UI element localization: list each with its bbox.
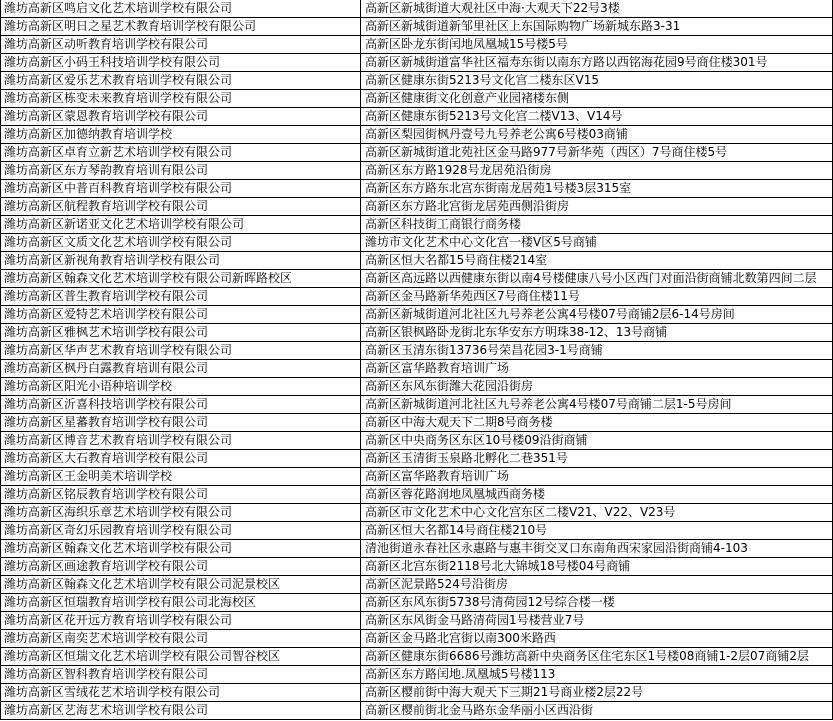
school-address-cell[interactable]: 高新区健康东街5213号文化宫二楼V13、V14号 bbox=[361, 108, 833, 126]
school-name-cell[interactable]: 潍坊高新区沂喜科技培训学校有限公司 bbox=[1, 396, 361, 414]
school-name-cell[interactable]: 潍坊高新区蒙恩教育培训学校有限公司 bbox=[1, 108, 361, 126]
school-address-cell[interactable]: 高新区恒大名都14号商住楼210号 bbox=[361, 522, 833, 540]
school-name-cell[interactable]: 潍坊高新区中普百科教育培训学校有限公司 bbox=[1, 180, 361, 198]
school-name-cell[interactable]: 潍坊高新区阳光小语种培训学校 bbox=[1, 378, 361, 396]
school-name-cell[interactable]: 潍坊高新区海织乐章艺术培训学校有限公司 bbox=[1, 504, 361, 522]
school-name-cell[interactable]: 潍坊高新区小码王科技培训学校有限公司 bbox=[1, 54, 361, 72]
school-address-cell[interactable]: 高新区恒大名都15号商住楼214室 bbox=[361, 252, 833, 270]
table-row bbox=[1, 18, 833, 36]
school-name-cell[interactable]: 潍坊高新区王金明美术培训学校 bbox=[1, 468, 361, 486]
school-address-cell[interactable]: 高新区新城街道河北社区九号养老公寓4号楼07号商铺二层1-5号房间 bbox=[361, 396, 833, 414]
school-name-cell[interactable]: 潍坊高新区智科教育培训学校有限公司 bbox=[1, 666, 361, 684]
school-name-cell[interactable]: 潍坊高新区铭辰教育培训学校有限公司 bbox=[1, 486, 361, 504]
table-row bbox=[1, 486, 833, 504]
school-name-cell[interactable]: 潍坊高新区博音艺术教育培训学校有限公司 bbox=[1, 432, 361, 450]
school-address-cell[interactable]: 高新区东方路北宫街龙居苑西侧沿街房 bbox=[361, 198, 833, 216]
school-address-cell[interactable]: 高新区蓉花路润地凤凰城西商务楼 bbox=[361, 486, 833, 504]
school-address-cell[interactable]: 高新区新城街道新邹里社区上东国际购物广场新城东路3-31 bbox=[361, 18, 833, 36]
school-address-cell[interactable]: 高新区玉清街玉泉路北孵化二巷351号 bbox=[361, 450, 833, 468]
school-name-cell[interactable]: 潍坊高新区翰森文化艺术培训学校有限公司新晖路校区 bbox=[1, 270, 361, 288]
table-row bbox=[1, 630, 833, 648]
school-address-cell[interactable]: 高新区中海大观天下二期8号商务楼 bbox=[361, 414, 833, 432]
school-address-cell[interactable]: 高新区富华路教育培训广场 bbox=[361, 468, 833, 486]
school-name-cell[interactable]: 潍坊高新区雪绒花艺术培训学校有限公司 bbox=[1, 684, 361, 702]
table-row bbox=[1, 648, 833, 666]
school-name-cell[interactable]: 潍坊高新区新视角教育培训学校有限公司 bbox=[1, 252, 361, 270]
school-name-cell[interactable]: 潍坊高新区枫丹白露教育培训有限公司 bbox=[1, 360, 361, 378]
table-row bbox=[1, 522, 833, 540]
school-name-cell[interactable]: 潍坊高新区明日之星艺术教育培训学校有限公司 bbox=[1, 18, 361, 36]
school-name-cell[interactable]: 潍坊高新区华声艺术教育培训学校有限公司 bbox=[1, 342, 361, 360]
school-name-cell[interactable]: 潍坊高新区画途教育培训学校有限公司 bbox=[1, 558, 361, 576]
school-name-cell[interactable]: 潍坊高新区普生教育培训学校有限公司 bbox=[1, 288, 361, 306]
school-address-cell[interactable]: 潍坊市文化艺术中心文化宫一楼V区5号商铺 bbox=[361, 234, 833, 252]
school-name-cell[interactable]: 潍坊高新区卓育立新艺术培训学校有限公司 bbox=[1, 144, 361, 162]
table-row bbox=[1, 432, 833, 450]
school-address-cell[interactable]: 高新区健康东街5213号文化宫二楼东区V15 bbox=[361, 72, 833, 90]
school-name-cell[interactable]: 潍坊高新区大石教育培训学校有限公司 bbox=[1, 450, 361, 468]
school-address-cell[interactable]: 高新区东方路东北宫东街南龙居苑1号楼3层315室 bbox=[361, 180, 833, 198]
school-address-cell[interactable]: 高新区梨园街枫丹壹号九号养老公寓6号楼03商铺 bbox=[361, 126, 833, 144]
school-name-cell[interactable]: 潍坊高新区航程教育培训学校有限公司 bbox=[1, 198, 361, 216]
school-address-cell[interactable]: 高新区樱前街北金马路东金华丽小区西沿街 bbox=[361, 702, 833, 720]
school-address-cell[interactable]: 高新区东风东街5738号清荷园12号综合楼一楼 bbox=[361, 594, 833, 612]
table-row bbox=[1, 234, 833, 252]
school-address-cell[interactable]: 高新区新城街道河北社区九号养老公寓4号楼07号商铺2层6-14号房间 bbox=[361, 306, 833, 324]
table-row bbox=[1, 702, 833, 720]
school-address-cell[interactable]: 高新区玉清东街13736号荣昌花园3-1号商铺 bbox=[361, 342, 833, 360]
school-address-cell[interactable]: 高新区东方路闰地.凤凰城5号楼113 bbox=[361, 666, 833, 684]
school-address-cell[interactable]: 高新区金马路新华苑西区7号商住楼11号 bbox=[361, 288, 833, 306]
school-address-cell[interactable]: 清池街道永春社区永惠路与惠丰街交叉口东南角西宋家园沿街商铺4-103 bbox=[361, 540, 833, 558]
school-name-cell[interactable]: 潍坊高新区恒瑞文化艺术培训学校有限公司智谷校区 bbox=[1, 648, 361, 666]
school-address-cell[interactable]: 高新区东风街金马路清荷园1号楼营业7号 bbox=[361, 612, 833, 630]
table-row bbox=[1, 162, 833, 180]
table-row bbox=[1, 576, 833, 594]
school-name-cell[interactable]: 潍坊高新区文质文化艺术培训学校有限公司 bbox=[1, 234, 361, 252]
school-name-cell[interactable]: 潍坊高新区爱特艺术培训学校有限公司 bbox=[1, 306, 361, 324]
table-row bbox=[1, 306, 833, 324]
table-row bbox=[1, 612, 833, 630]
school-address-cell[interactable]: 高新区新城街道北苑社区金马路977号新华苑（西区）7号商住楼5号 bbox=[361, 144, 833, 162]
school-name-cell[interactable]: 潍坊高新区花开远方教育培训学校有限公司 bbox=[1, 612, 361, 630]
table-row bbox=[1, 198, 833, 216]
table-row bbox=[1, 468, 833, 486]
table-row bbox=[1, 342, 833, 360]
school-address-cell[interactable]: 高新区北宫东街2118号北大锦城18号楼04号商铺 bbox=[361, 558, 833, 576]
table-body bbox=[1, 0, 833, 720]
table-row bbox=[1, 180, 833, 198]
table-row bbox=[1, 288, 833, 306]
table-row bbox=[1, 558, 833, 576]
table-row bbox=[1, 270, 833, 288]
school-address-cell[interactable]: 高新区东风东街潍大花园沿街房 bbox=[361, 378, 833, 396]
table-row bbox=[1, 414, 833, 432]
table-row bbox=[1, 540, 833, 558]
table-row bbox=[1, 126, 833, 144]
school-name-cell[interactable]: 潍坊高新区奇幻乐园教育培训学校有限公司 bbox=[1, 522, 361, 540]
school-address-cell[interactable]: 高新区新城街道富华社区福寿东街以南东方路以西铭海花园9号商住楼301号 bbox=[361, 54, 833, 72]
table-row bbox=[1, 72, 833, 90]
table-row bbox=[1, 324, 833, 342]
school-address-cell[interactable]: 高新区卧龙东街闰地凤凰城15号楼5号 bbox=[361, 36, 833, 54]
table-row bbox=[1, 0, 833, 18]
table-row bbox=[1, 252, 833, 270]
table-row bbox=[1, 396, 833, 414]
school-name-cell[interactable]: 潍坊高新区东方琴韵教育培训有限公司 bbox=[1, 162, 361, 180]
table-row bbox=[1, 378, 833, 396]
school-address-cell[interactable]: 高新区富华路教育培训广场 bbox=[361, 360, 833, 378]
table-row bbox=[1, 108, 833, 126]
school-address-cell[interactable]: 高新区樱前街中海大观天下三期21号商业楼2层22号 bbox=[361, 684, 833, 702]
table-row bbox=[1, 450, 833, 468]
school-address-cell[interactable]: 高新区新城街道大观社区中海·大观天下22号3楼 bbox=[361, 0, 833, 18]
school-address-cell[interactable]: 高新区健康东街6686号潍坊高新中央商务区住宅东区1号楼08商铺1-2层07商铺2层 bbox=[361, 648, 833, 666]
table-row bbox=[1, 360, 833, 378]
school-address-cell[interactable]: 高新区高远路以西健康东街以南4号楼健康八号小区西门对面沿街商铺北数第四间二层 bbox=[361, 270, 833, 288]
table-row bbox=[1, 504, 833, 522]
school-name-cell[interactable]: 潍坊高新区南奕艺术培训学校有限公司 bbox=[1, 630, 361, 648]
school-name-cell[interactable]: 潍坊高新区动听教育培训学校有限公司 bbox=[1, 36, 361, 54]
table-row bbox=[1, 54, 833, 72]
school-name-cell[interactable]: 潍坊高新区翰森文化艺术培训学校有限公司泥景校区 bbox=[1, 576, 361, 594]
table-row bbox=[1, 90, 833, 108]
school-address-cell[interactable]: 高新区健康街文化创意产业园褚楼东侧 bbox=[361, 90, 833, 108]
school-name-cell[interactable]: 潍坊高新区栋变未来教育培训学校有限公司 bbox=[1, 90, 361, 108]
school-name-cell[interactable]: 潍坊高新区艺海艺术培训学校有限公司 bbox=[1, 702, 361, 720]
school-name-cell[interactable]: 潍坊高新区星蕃教育培训学校有限公司 bbox=[1, 414, 361, 432]
school-address-cell[interactable]: 高新区东方路1928号龙居苑沿街房 bbox=[361, 162, 833, 180]
school-name-cell[interactable]: 潍坊高新区爱乐艺术教育培训学校有限公司 bbox=[1, 72, 361, 90]
table-row bbox=[1, 36, 833, 54]
school-name-cell[interactable]: 潍坊高新区雅枫艺术培训学校有限公司 bbox=[1, 324, 361, 342]
table-row bbox=[1, 144, 833, 162]
school-address-cell[interactable]: 高新区泥景路524号沿街房 bbox=[361, 576, 833, 594]
school-name-cell[interactable]: 潍坊高新区翰森文化艺术培训学校有限公司 bbox=[1, 540, 361, 558]
school-name-cell[interactable]: 潍坊高新区新诺亚文化艺术培训学校有限公司 bbox=[1, 216, 361, 234]
table-row bbox=[1, 216, 833, 234]
school-name-cell[interactable]: 潍坊高新区加德纳教育培训学校 bbox=[1, 126, 361, 144]
school-name-cell[interactable]: 潍坊高新区鸣启文化艺术培训学校有限公司 bbox=[1, 0, 361, 18]
table-row bbox=[1, 684, 833, 702]
school-address-cell[interactable]: 高新区银枫路卧龙街北东华安东方明珠38-12、13号商铺 bbox=[361, 324, 833, 342]
school-address-cell[interactable]: 高新区金马路北宫街以南300米路西 bbox=[361, 630, 833, 648]
school-address-cell[interactable]: 高新区中央商务区东区10号楼09沿街商铺 bbox=[361, 432, 833, 450]
table-row bbox=[1, 594, 833, 612]
school-address-cell[interactable]: 高新区市文化艺术中心文化宫东区二楼V21、V22、V23号 bbox=[361, 504, 833, 522]
school-address-cell[interactable]: 高新区科技街工商银行商务楼 bbox=[361, 216, 833, 234]
table-row bbox=[1, 666, 833, 684]
school-name-cell[interactable]: 潍坊高新区恒瑞教育培训学校有限公司北海校区 bbox=[1, 594, 361, 612]
